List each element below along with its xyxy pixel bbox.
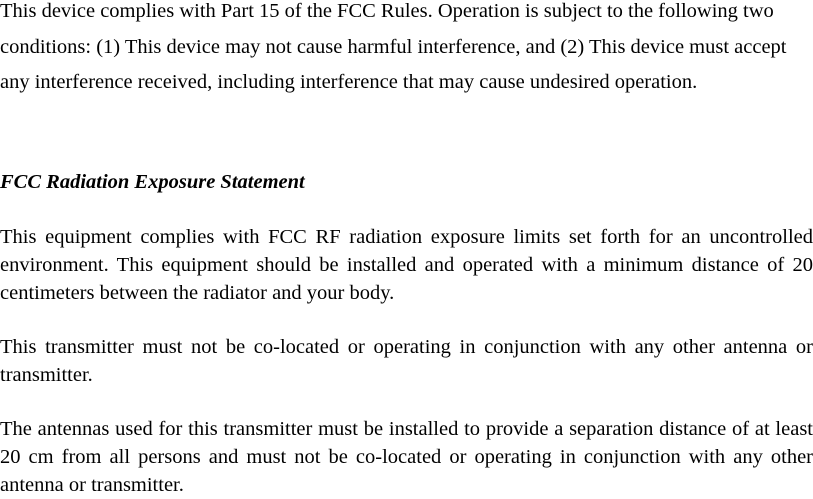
rf-exposure-limits-paragraph: This equipment complies with FCC RF radiation exposure limits set forth for an uncontrolled environment. This equipment should be installed and operated with a minimum distance of 20 centimeters between the radiator and your body. <box>0 226 813 304</box>
co-location-paragraph: This transmitter must not be co-located or operating in conjunction with any other antenna or transmitter. <box>0 336 813 386</box>
radiation-exposure-heading: FCC Radiation Exposure Statement <box>0 171 305 193</box>
antenna-separation-paragraph: The antennas used for this transmitter must be installed to provide a separation distance of at least 20 cm from all persons and must not be co-located or operating in conjunction with any other antenna or transmitter. <box>0 418 813 496</box>
part15-compliance-paragraph: This device complies with Part 15 of the FCC Rules. Operation is subject to the following two conditions: (1) This device may not cause harmful interference, and (2) This device must accept any interference received, including interference that may cause undesired operation. <box>0 0 787 93</box>
